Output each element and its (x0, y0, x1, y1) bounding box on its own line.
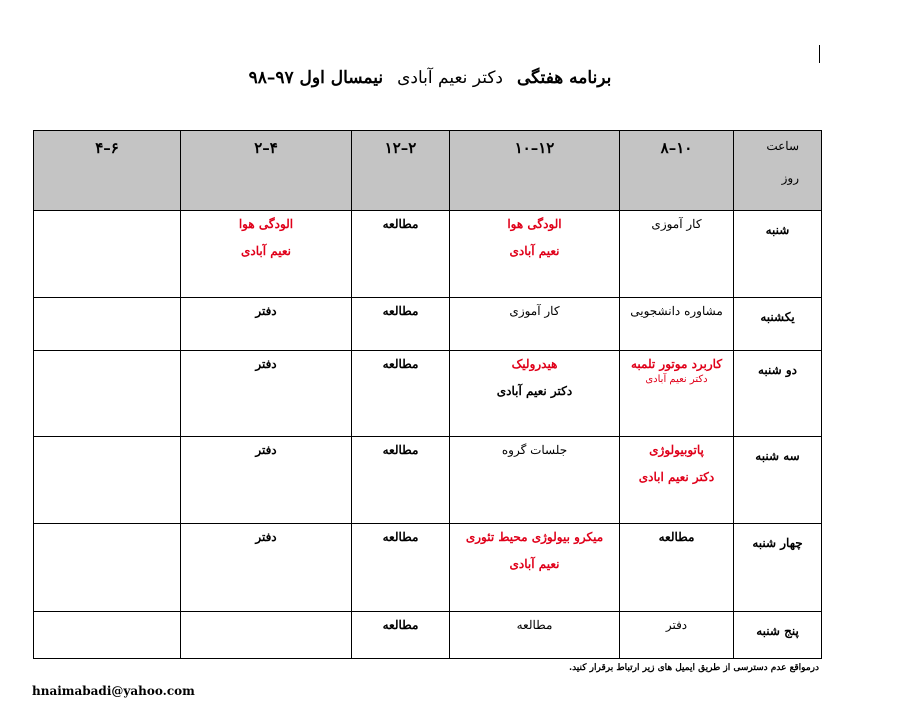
day-cell: دو شنبه (734, 351, 822, 437)
schedule-cell (620, 298, 734, 351)
schedule-cell (34, 298, 181, 351)
cell-text: دفتر (255, 357, 277, 371)
table-row (34, 612, 822, 659)
schedule-cell (181, 612, 352, 659)
schedule-cell (352, 437, 450, 524)
schedule-cell (34, 211, 181, 298)
table-row (34, 524, 822, 612)
course-name: کاربرد موتور تلمبه (630, 357, 723, 371)
cell-text: دفتر (255, 443, 277, 457)
schedule-cell (181, 351, 352, 437)
cell-text: دفتر (255, 530, 277, 544)
day-cell: شنبه (734, 211, 822, 298)
schedule-cell (34, 524, 181, 612)
course-name: پاتوبیولوژی (649, 443, 704, 457)
cell-text: دفتر (255, 304, 277, 318)
schedule-cell (352, 351, 450, 437)
table-row (34, 211, 822, 298)
header-row (34, 131, 822, 211)
cell-text: کار آموزی (509, 304, 560, 318)
schedule-cell (352, 612, 450, 659)
day-cell: سه شنبه (734, 437, 822, 524)
cell-text: مطالعه (516, 618, 553, 632)
title-doctor: دکتر نعیم آبادی (397, 68, 503, 88)
day-cell: چهار شنبه (734, 524, 822, 612)
schedule-cell (181, 437, 352, 524)
schedule-cell (620, 351, 734, 437)
table-row (34, 298, 822, 351)
schedule-cell (450, 351, 620, 437)
cell-text: مطالعه (382, 304, 419, 318)
schedule-cell (450, 437, 620, 524)
schedule-cell (450, 524, 620, 612)
cell-text: دفتر (665, 618, 688, 632)
schedule-cell (450, 211, 620, 298)
title-semester: نیمسال اول ۹۷–۹۸ (248, 68, 384, 88)
schedule-cell (620, 612, 734, 659)
page-title (200, 68, 660, 88)
schedule-cell (450, 612, 620, 659)
schedule-cell (181, 298, 352, 351)
schedule-cell (34, 351, 181, 437)
instructor-name: نعیم آبادی (509, 244, 560, 258)
text-cursor (819, 45, 820, 63)
schedule-cell (34, 612, 181, 659)
day-cell: یکشنبه (734, 298, 822, 351)
schedule-cell (352, 211, 450, 298)
cell-text: جلسات گروه (501, 443, 568, 457)
instructor-name: نعیم آبادی (241, 244, 291, 258)
schedule-cell (620, 437, 734, 524)
course-name: هیدرولیک (511, 357, 558, 371)
schedule-cell (352, 298, 450, 351)
cell-text: کار آموزی (651, 217, 702, 231)
corner-time-label: ساعت (766, 139, 799, 153)
header-slot-10-12: ۱۲–۱۰ (450, 131, 620, 211)
header-slot-4-6: ۶–۴ (34, 131, 181, 211)
title-program: برنامه هفتگی (517, 68, 612, 88)
schedule-cell (620, 524, 734, 612)
schedule-cell (34, 437, 181, 524)
cell-text: مطالعه (382, 530, 419, 544)
schedule-cell (620, 211, 734, 298)
day-cell: پنج شنبه (734, 612, 822, 659)
cell-text: مطالعه (658, 530, 695, 544)
contact-email: hnaimabadi@yahoo.com (32, 684, 195, 698)
instructor-name: دکتر نعیم ابادی (638, 470, 715, 484)
table-row (34, 437, 822, 524)
cell-text: مشاوره دانشجویی (630, 304, 723, 318)
instructor-name: نعیم آبادی (509, 557, 560, 571)
corner-day-label: روز (781, 171, 799, 185)
cell-text: مطالعه (382, 618, 419, 632)
table-row (34, 351, 822, 437)
header-slot-8-10: ۱۰–۸ (620, 131, 734, 211)
course-name: الودگی هوا (507, 217, 562, 231)
schedule-cell (352, 524, 450, 612)
schedule-cell (181, 524, 352, 612)
schedule-cell (181, 211, 352, 298)
header-slot-2-4: ۴–۲ (181, 131, 352, 211)
instructor-name: دکتر نعیم آبادی (496, 384, 573, 398)
header-slot-12-2: ۲–۱۲ (352, 131, 450, 211)
cell-text: مطالعه (382, 357, 419, 371)
course-name: الودگی هوا (238, 217, 294, 231)
schedule-cell (450, 298, 620, 351)
instructor-name: دکتر نعیم آبادی (645, 374, 708, 385)
course-name: میکرو بیولوژی محیط تئوری (465, 530, 604, 544)
cell-text: مطالعه (382, 217, 419, 231)
weekly-schedule-table (33, 130, 822, 659)
contact-note: درمواقع عدم دسترسی از طریق ایمیل های زیر ارتباط برقرار کنید. (568, 663, 819, 673)
cell-text: مطالعه (382, 443, 419, 457)
header-corner-cell (734, 131, 822, 211)
